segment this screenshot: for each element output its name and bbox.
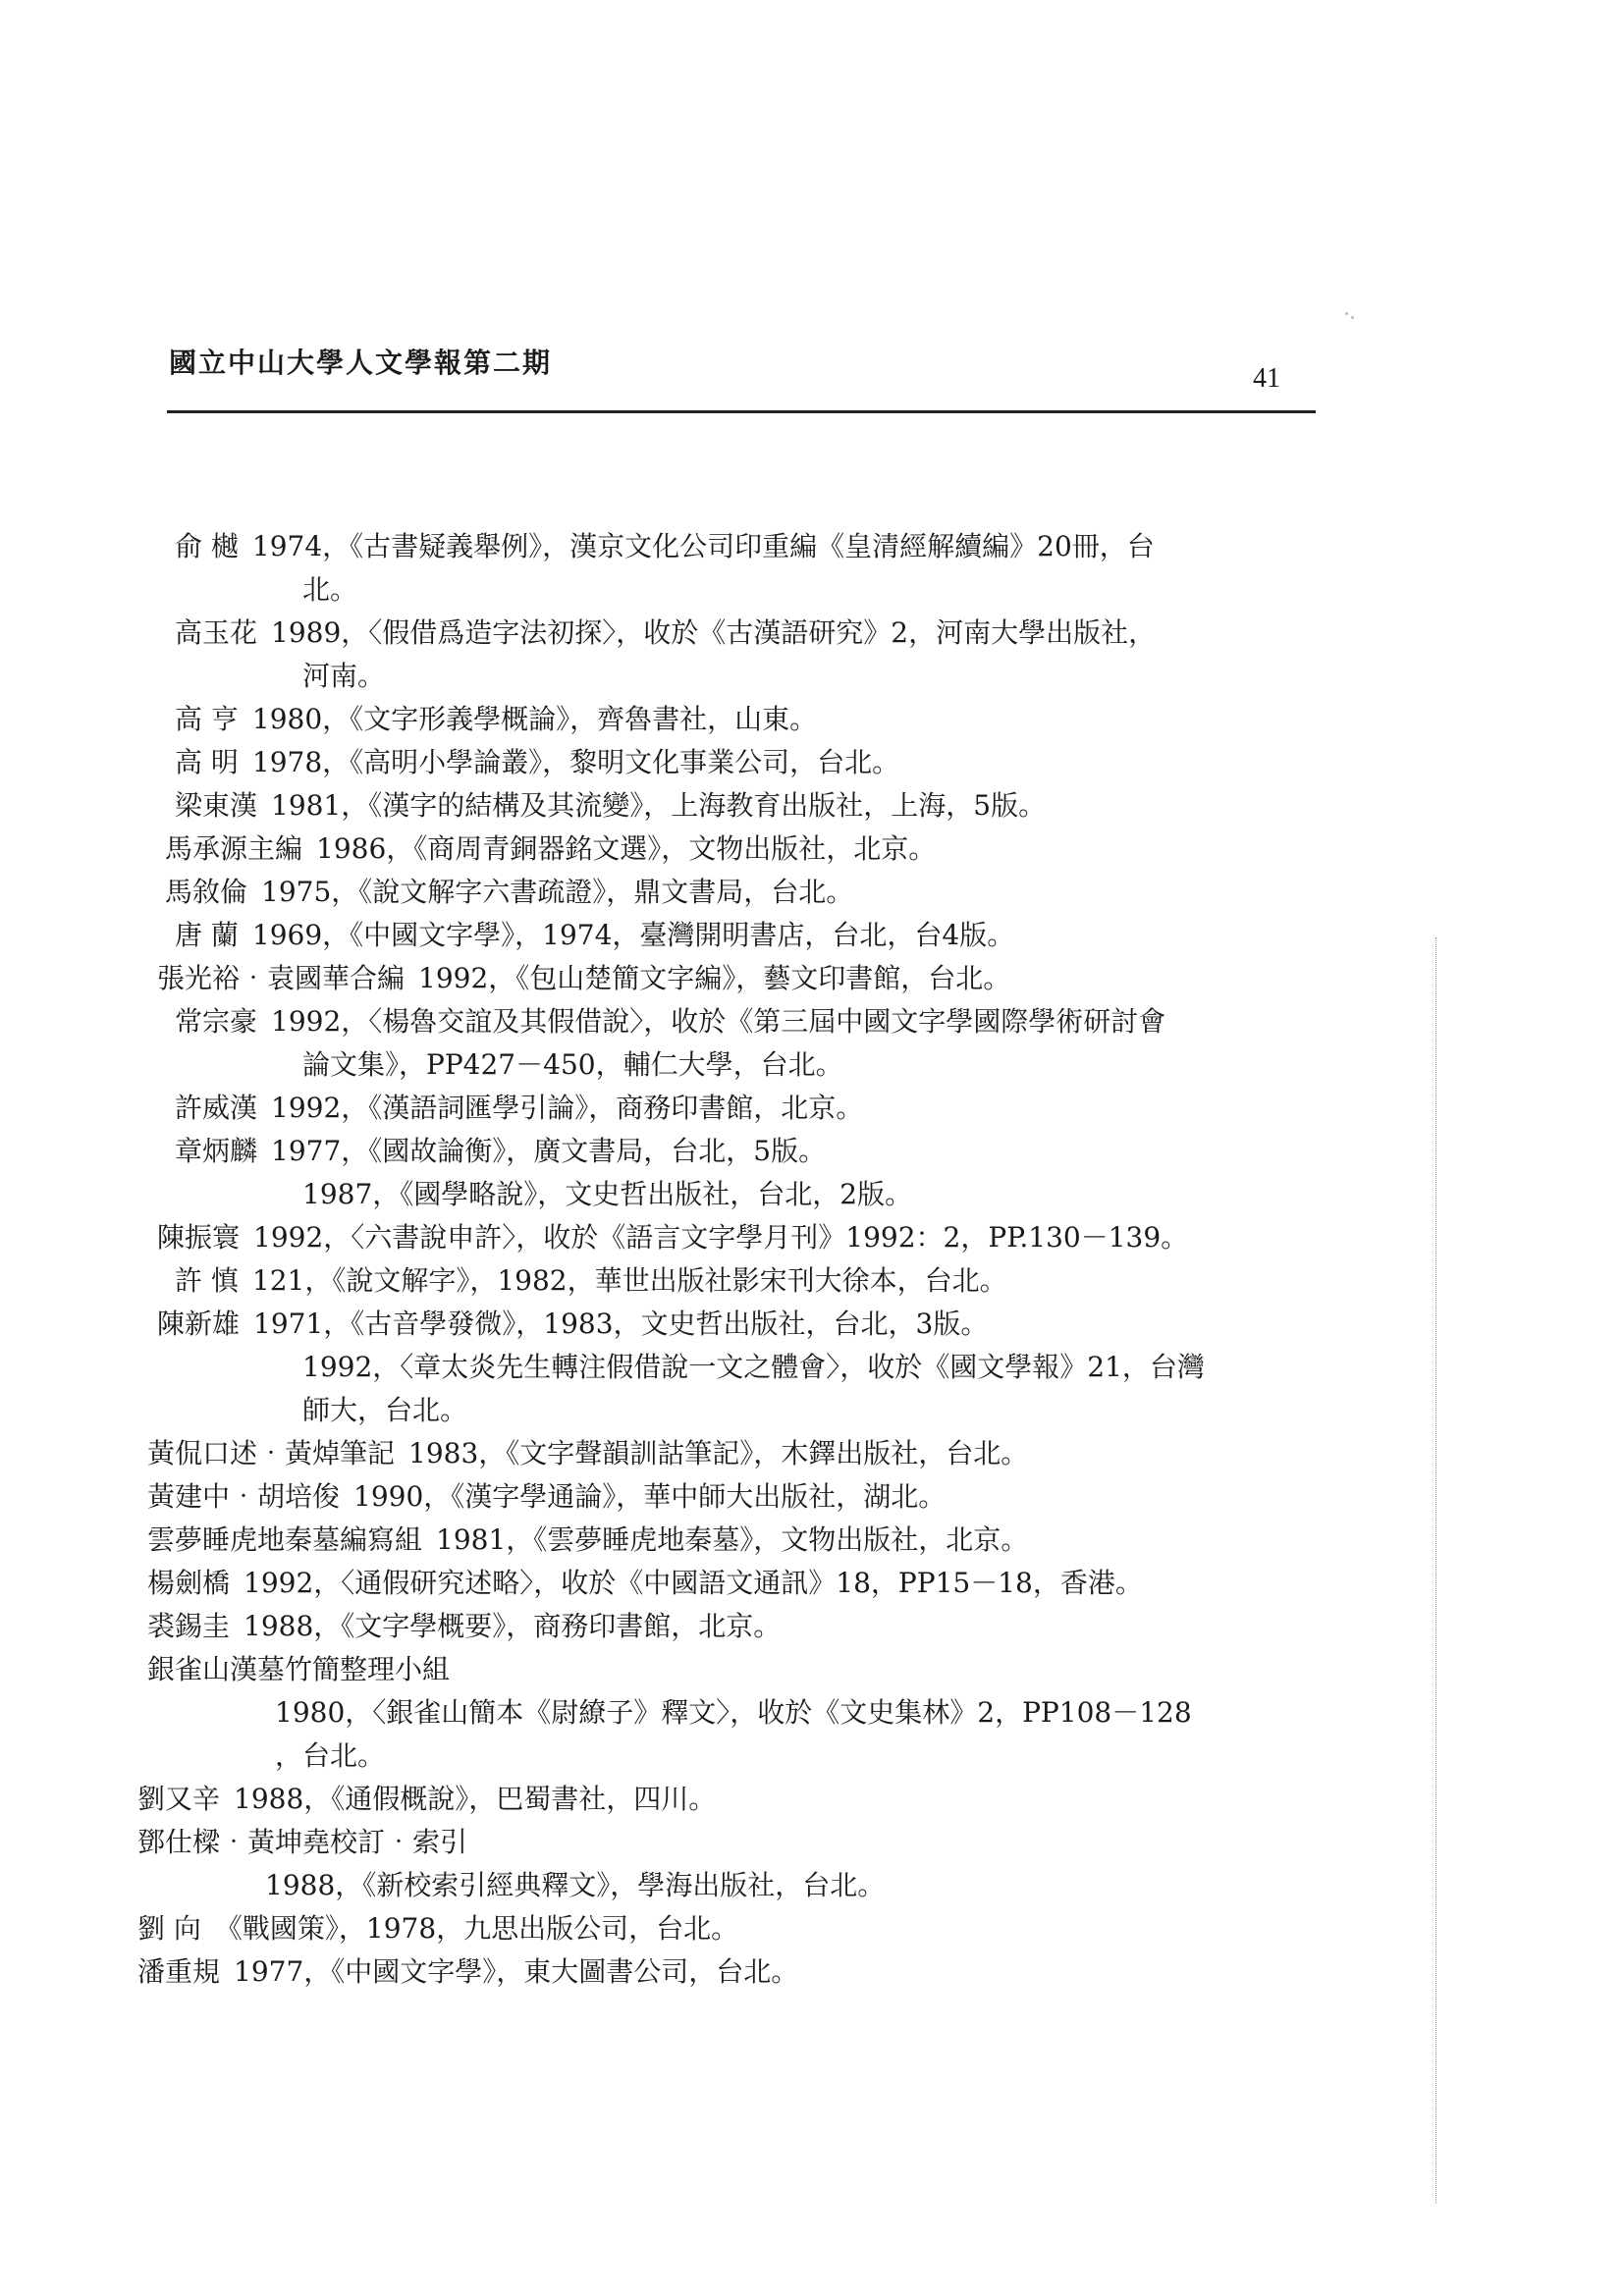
entry-continuation: ，台北。: [275, 1739, 386, 1772]
bibliography-list: [128, 525, 1267, 1994]
entry-author: 章炳麟: [175, 1135, 258, 1167]
entry-author: 馬承源主編: [165, 832, 303, 865]
entry-author: 高 明: [175, 746, 239, 778]
entry-text: 1983，《文字聲韻訓詁筆記》，木鐸出版社，台北。: [408, 1437, 1029, 1469]
entry-author: 銀雀山漢墓竹簡整理小組: [147, 1653, 451, 1685]
bibliography-entry: [175, 1173, 1267, 1216]
bibliography-entry: [157, 1216, 1267, 1259]
bibliography-entry: [147, 1605, 1267, 1648]
entry-text: 1977，《中國文字學》，東大圖書公司，台北。: [234, 1955, 799, 1988]
entry-text: 1986，《商周青銅器銘文選》，文物出版社，北京。: [316, 832, 937, 865]
entry-author: 許威漢: [175, 1092, 258, 1124]
entry-author: 常宗豪: [175, 1005, 258, 1038]
entry-author: 高玉花: [175, 616, 258, 649]
entry-text: 1988，《文字學概要》，商務印書館，北京。: [244, 1610, 782, 1642]
bibliography-entry: [175, 1130, 1267, 1173]
entry-text: 1992，〈通假研究述略〉，收於《中國語文通訊》18，PP15－18，香港。: [244, 1567, 1143, 1599]
bibliography-entry: [175, 784, 1267, 828]
entry-author: 俞 樾: [175, 530, 239, 562]
bibliography-entry: [147, 1648, 1267, 1691]
bibliography-entry: [175, 1000, 1267, 1087]
entry-author: 雲夢睡虎地秦墓編寫組: [147, 1523, 423, 1556]
bibliography-entry: [137, 1778, 1267, 1821]
entry-author: 楊劍橋: [147, 1567, 231, 1599]
entry-text: 1988，《通假概說》，巴蜀書社，四川。: [234, 1783, 717, 1815]
entry-continuation: 師大，台北。: [302, 1394, 468, 1426]
bibliography-entry: [137, 1907, 1267, 1950]
entry-text: 1978，《高明小學論叢》，黎明文化事業公司，台北。: [251, 746, 900, 778]
entry-text: 1992，〈楊魯交誼及其假借說〉，收於《第三屆中國文字學國際學術研討會: [271, 1005, 1166, 1038]
entry-continuation: 河南。: [302, 660, 386, 692]
bibliography-entry: [175, 1087, 1267, 1130]
entry-author: 劉又辛: [137, 1783, 221, 1815]
bibliography-entry: [175, 525, 1267, 612]
entry-text: 1992，〈章太炎先生轉注假借說一文之體會〉，收於《國文學報》21，台灣: [302, 1351, 1205, 1383]
entry-text: 1980，〈銀雀山簡本《尉繚子》釋文〉，收於《文史集林》2，PP108－128: [275, 1696, 1192, 1729]
entry-text: 1977，《國故論衡》，廣文書局，台北，5版。: [271, 1135, 827, 1167]
entry-author: 高 亨: [175, 703, 239, 735]
entry-author: 許 慎: [175, 1264, 239, 1297]
page-header: [169, 342, 1316, 397]
entry-text: 1971，《古音學發微》，1983，文史哲出版社，台北，3版。: [253, 1308, 989, 1340]
header-rule: [167, 410, 1316, 413]
bibliography-entry: [147, 1475, 1267, 1519]
entry-text: 1975，《說文解字六書疏證》，鼎文書局，台北。: [261, 876, 854, 908]
bibliography-entry: [147, 1519, 1267, 1562]
entry-author: 陳新雄: [157, 1308, 241, 1340]
page-number: 41: [1253, 363, 1280, 394]
entry-author: 黃侃口述‧黃焯筆記: [147, 1437, 396, 1469]
entry-text: 1988，《新校索引經典釋文》，學海出版社，台北。: [265, 1869, 886, 1901]
entry-author: 鄧仕樑‧黃坤堯校訂‧索引: [137, 1826, 468, 1858]
entry-text: 1969，《中國文字學》，1974，臺灣開明書店，台北，台4版。: [251, 919, 1015, 951]
entry-text: 《戰國策》，1978，九思出版公司，台北。: [214, 1912, 739, 1945]
entry-text: 1992，《包山楚簡文字編》，藝文印書館，台北。: [418, 962, 1011, 994]
entry-text: 1992，〈六書說申許〉，收於《語言文字學月刊》1992：2，PP.130－139。: [253, 1221, 1189, 1254]
bibliography-entry: [175, 698, 1267, 741]
bibliography-entry: [165, 828, 1267, 871]
bibliography-entry: [147, 1562, 1267, 1605]
entry-text: 1990，《漢字學通論》，華中師大出版社，湖北。: [353, 1480, 947, 1513]
entry-text: 1987，《國學略說》，文史哲出版社，台北，2版。: [302, 1178, 913, 1210]
scan-speck: [1351, 316, 1354, 319]
bibliography-entry: [175, 1259, 1267, 1303]
bibliography-entry: [165, 871, 1267, 914]
entry-text: 1974，《古書疑義舉例》，漢京文化公司印重編《皇清經解續編》20冊，台: [251, 530, 1155, 562]
entry-author: 裘錫圭: [147, 1610, 231, 1642]
entry-author: 黃建中‧胡培俊: [147, 1480, 341, 1513]
entry-text: 1981，《雲夢睡虎地秦墓》，文物出版社，北京。: [436, 1523, 1029, 1556]
bibliography-entry: [157, 1303, 1267, 1346]
entry-author: 唐 蘭: [175, 919, 239, 951]
entry-text: 121，《說文解字》，1982，華世出版社影宋刊大徐本，台北。: [251, 1264, 1007, 1297]
bibliography-entry: [137, 1864, 1267, 1907]
bibliography-entry: [157, 957, 1267, 1000]
entry-author: 潘重規: [137, 1955, 221, 1988]
entry-author: 陳振寰: [157, 1221, 241, 1254]
entry-text: 1989，〈假借爲造字法初探〉，收於《古漢語研究》2，河南大學出版社，: [271, 616, 1157, 649]
scan-margin-line: [1435, 937, 1436, 2204]
entry-author: 馬敘倫: [165, 876, 248, 908]
bibliography-entry: [175, 1346, 1267, 1432]
bibliography-entry: [147, 1691, 1267, 1778]
bibliography-entry: [175, 914, 1267, 957]
bibliography-entry: [175, 612, 1267, 698]
journal-title: 國立中山大學人文學報第二期: [169, 347, 553, 379]
entry-continuation: 論文集》，PP427－450，輔仁大學，台北。: [302, 1048, 843, 1081]
entry-text: 1981，《漢字的結構及其流變》，上海教育出版社，上海，5版。: [271, 789, 1047, 822]
entry-text: 1980，《文字形義學概論》，齊魯書社，山東。: [251, 703, 818, 735]
entry-author: 張光裕‧袁國華合編: [157, 962, 406, 994]
scan-speck: [1345, 312, 1348, 315]
bibliography-entry: [175, 741, 1267, 784]
entry-continuation: 北。: [302, 573, 358, 606]
bibliography-entry: [137, 1950, 1267, 1994]
entry-author: 梁東漢: [175, 789, 258, 822]
entry-author: 劉 向: [137, 1912, 201, 1945]
entry-text: 1992，《漢語詞匯學引論》，商務印書館，北京。: [271, 1092, 864, 1124]
bibliography-entry: [147, 1432, 1267, 1475]
bibliography-entry: [137, 1821, 1267, 1864]
